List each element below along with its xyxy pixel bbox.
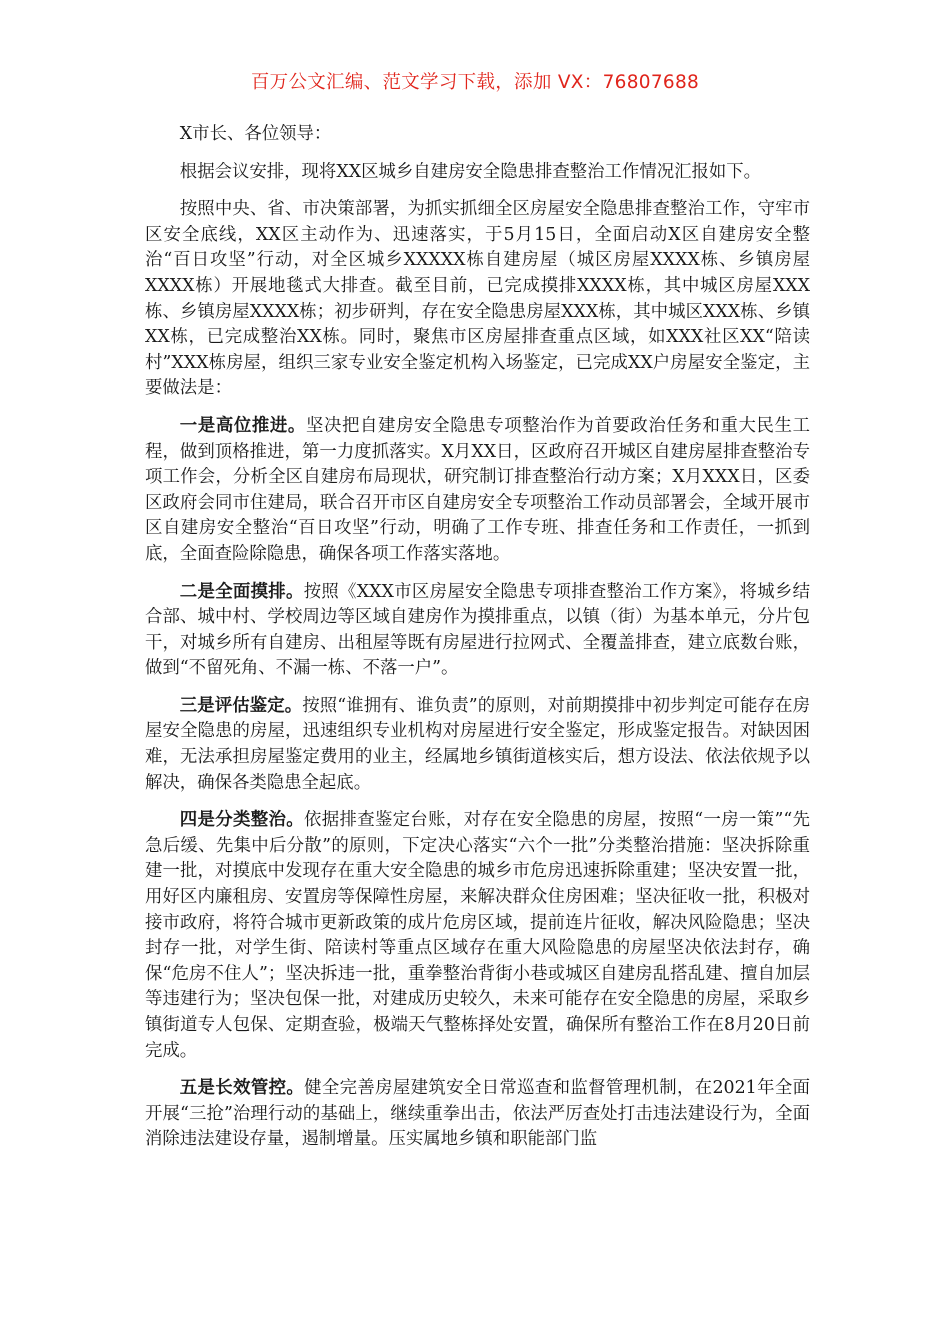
- section-body: 依据排查鉴定台账，对存在安全隐患的房屋，按照“一房一策”“先急后缓、先集中后分散”的原则，下定决心落实“六个一批”分类整治措施：坚决拆除重建一批，对摸底中发现存在重大安全隐患的城乡市危房迅速拆除重建；坚决安置一批，用好区内廉租房、安置房等保障性房屋，来解决群众住房困难；坚决征收一批，积极对接市政府，将符合城市更新政策的成片危房区域，提前连片征收，解决风险隐患；坚决封存一批，对学生街、陪读村等重点区域存在重大风险隐患的房屋坚决依法封存，确保“危房不住人”；坚决拆违一批，重拳整治背街小巷或城区自建房乱搭乱建、擅自加层等违建行为；坚决包保一批，对建成历史较久，未来可能存在安全隐患的房屋，采取乡镇街道专人包保、定期查验，极端天气整栋择处安置，确保所有整治工作在8月20日前完成。: [145, 810, 810, 1061]
- section-lead: 二是全面摸排。: [179, 581, 304, 602]
- watermark-banner: 百万公文汇编、范文学习下载，添加 VX：76807688: [250, 72, 700, 93]
- section-body: 坚决把自建房安全隐患专项整治作为首要政治任务和重大民生工程，做到顶格推进，第一力度抓落实。X月XX日，区政府召开城区自建房屋排查整治专项工作会，分析全区自建房布局现状，研究制订排查整治行动方案；X月XXX日，区委区政府会同市住建局，联合召开市区自建房安全专项整治工作动员部署会，全域开展市区自建房安全整治“百日攻坚”行动，明确了工作专班、排查任务和工作责任，一抓到底，全面查险除隐患，确保各项工作落实落地。: [145, 415, 810, 564]
- section-paragraph: [145, 580, 810, 682]
- section-body: 按照《XXX市区房屋安全隐患专项排查整治工作方案》，将城乡结合部、城中村、学校周边等区域自建房作为摸排重点，以镇（街）为基本单元，分片包干，对城乡所有自建房、出租屋等既有房屋进行拉网式、全覆盖排查，建立底数台账，做到“不留死角、不漏一栋、不落一户”。: [145, 581, 810, 679]
- section-lead: 四是分类整治。: [179, 810, 304, 831]
- section-lead: 五是长效管控。: [179, 1078, 305, 1099]
- section-lead: 一是高位推进。: [179, 415, 306, 436]
- section-body: 按照“谁拥有、谁负责”的原则，对前期摸排中初步判定可能存在房屋安全隐患的房屋，迅速组织专业机构对房屋进行安全鉴定，形成鉴定报告。对缺因困难，无法承担房屋鉴定费用的业主，经属地乡镇街道核实后，想方设法、依法依规予以解决，确保各类隐患全起底。: [145, 695, 810, 793]
- section-paragraph: [145, 808, 810, 1064]
- overview-paragraph: 按照中央、省、市决策部署，为抓实抓细全区房屋安全隐患排查整治工作，守牢市区安全底线，XX区主动作为、迅速落实，于5月15日，全面启动X区自建房安全整治“百日攻坚”行动，对全区城乡XXXXX栋自建房屋（城区房屋XXXX栋、乡镇房屋XXXX栋）开展地毯式大排查。截至目前，已完成摸排XXXX栋，其中城区房屋XXX栋、乡镇房屋XXXX栋；初步研判，存在安全隐患房屋XXX栋，其中城区XXX栋、乡镇XX栋，已完成整治XX栋。同时，聚焦市区房屋排查重点区域，如XXX社区XX“陪读村”XXX栋房屋，组织三家专业安全鉴定机构入场鉴定，已完成XX户房屋安全鉴定，主要做法是：: [145, 199, 810, 399]
- salutation: X市长、各位领导：: [179, 124, 332, 144]
- section-paragraph: [145, 1076, 810, 1153]
- section-body: 健全完善房屋建筑安全日常巡查和监督管理机制，在2021年全面开展“三抢”治理行动的基础上，继续重拳出击，依法严厉查处打击违法建设行为，全面消除违法建设存量，遏制增量。压实属地乡镇和职能部门监: [145, 1078, 810, 1150]
- section-paragraph: [145, 414, 810, 568]
- section-paragraph: [145, 694, 810, 796]
- document-body: [145, 122, 810, 1165]
- intro-paragraph: 根据会议安排，现将XX区城乡自建房安全隐患排查整治工作情况汇报如下。: [179, 161, 762, 182]
- section-lead: 三是评估鉴定。: [179, 695, 303, 716]
